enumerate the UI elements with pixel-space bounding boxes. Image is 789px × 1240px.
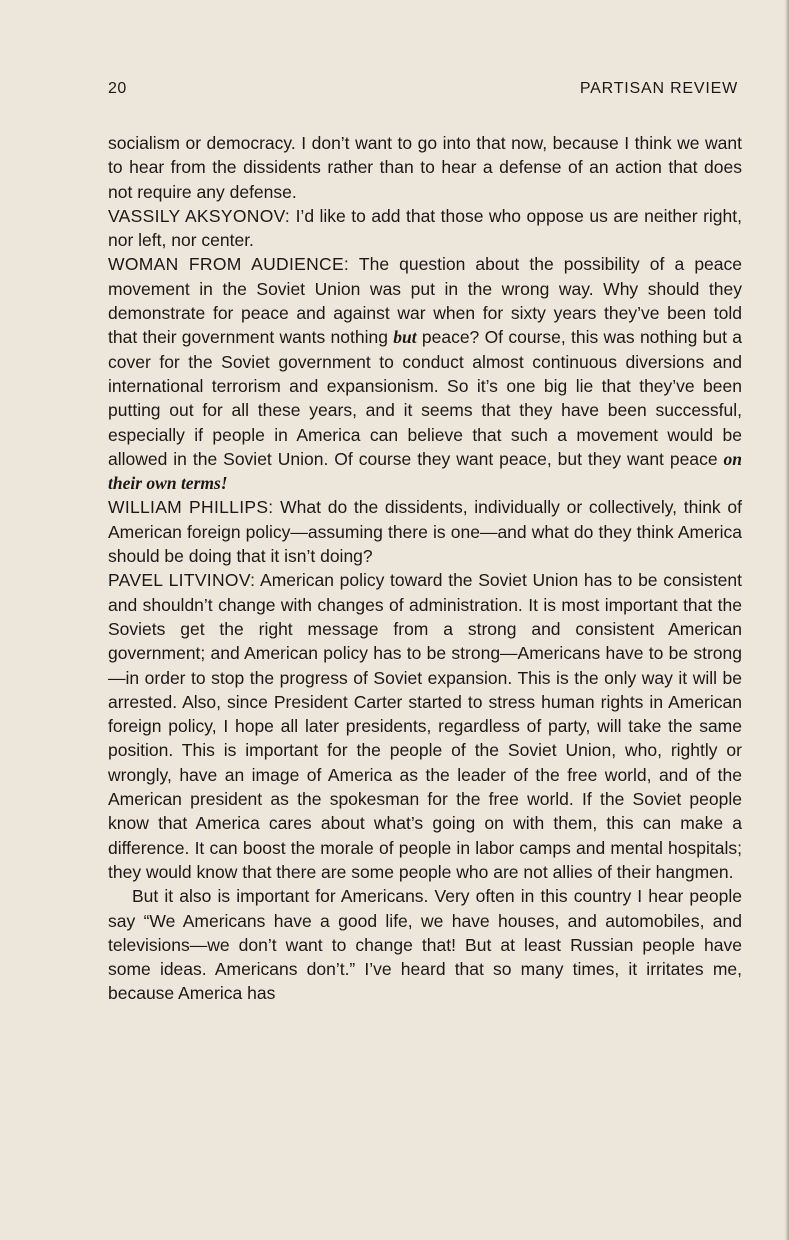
paragraph-text: socialism or democracy. I don’t want to go into that now, because I think we want to hear from the dissidents rather than to hear a defense of an action that does not require any defense.	[108, 133, 742, 202]
paragraph	[108, 204, 742, 253]
paragraph-text: But it also is important for Americans. Very often in this country I hear people say “We Americans have a good life, we have houses, and automobiles, and televisions—we don’t want to change that! But at least Russian people have some ideas. Americans don’t.” I’ve heard that so many times, it irritates me, because America has	[108, 886, 742, 1004]
paragraph-text: American policy toward the Soviet Union has to be consistent and shouldn’t change with changes of administration. It is most important that the Soviets get the right message from a strong and consistent American government; and American policy has to be strong—Americans have to be strong—in order to stop the progress of Soviet expansion. This is the only way it will be arrested. Also, since President Carter started to stress human rights in American foreign policy, I hope all later presidents, regardless of party, will take the same position. This is important for the people of the Soviet Union, who, rightly or wrongly, have an image of America as the leader of the free world, and of the American president as the spokesman for the free world. If the Soviet people know that America cares about what’s going on with them, this can make a difference. It can boost the morale of people in labor camps and mental hospitals; they would know that there are some people who are not allies of their hangmen.	[108, 570, 743, 882]
speaker-name: PAVEL LITVINOV:	[108, 570, 256, 591]
emphasis-text: but	[393, 327, 417, 348]
paragraph-text: The question about the possibility of a peace movement in the Soviet Union was put in the wrong way. Why should they demonstrate for peace and against war when for sixty years they’ve been told that their government wants nothing	[108, 254, 742, 348]
article-body	[108, 131, 742, 1006]
page-number: 20	[108, 80, 127, 97]
paragraph-text: I’d like to add that those who oppose us are neither right, nor left, nor center.	[108, 205, 742, 251]
paragraph	[108, 252, 742, 495]
emphasis-text: on their own terms!	[108, 448, 742, 494]
page-edge-shadow	[785, 0, 789, 1240]
paragraph	[108, 568, 742, 884]
journal-title: PARTISAN REVIEW	[579, 80, 738, 97]
speaker-name: VASSILY AKSYONOV:	[108, 205, 291, 226]
speaker-name: WOMAN FROM AUDIENCE:	[108, 254, 350, 275]
paragraph	[108, 495, 742, 568]
paragraph	[108, 131, 742, 204]
paragraph	[108, 884, 742, 1005]
speaker-name: WILLIAM PHILLIPS:	[108, 497, 274, 518]
paragraph-text: What do the dissidents, individually or collectively, think of American foreign policy—assuming there is one—and what do they think America should be doing that it isn’t doing?	[108, 497, 742, 567]
running-head	[108, 80, 738, 102]
paragraph-text: peace? Of course, this was nothing but a cover for the Soviet government to conduct almost continuous diversions and international terrorism and expansionism. So it’s one big lie that they’ve been putting out for all these years, and it seems that they have been successful, especially if people in America can believe that such a movement would be allowed in the Soviet Union. Of course they want peace, but they want peace	[108, 327, 742, 469]
